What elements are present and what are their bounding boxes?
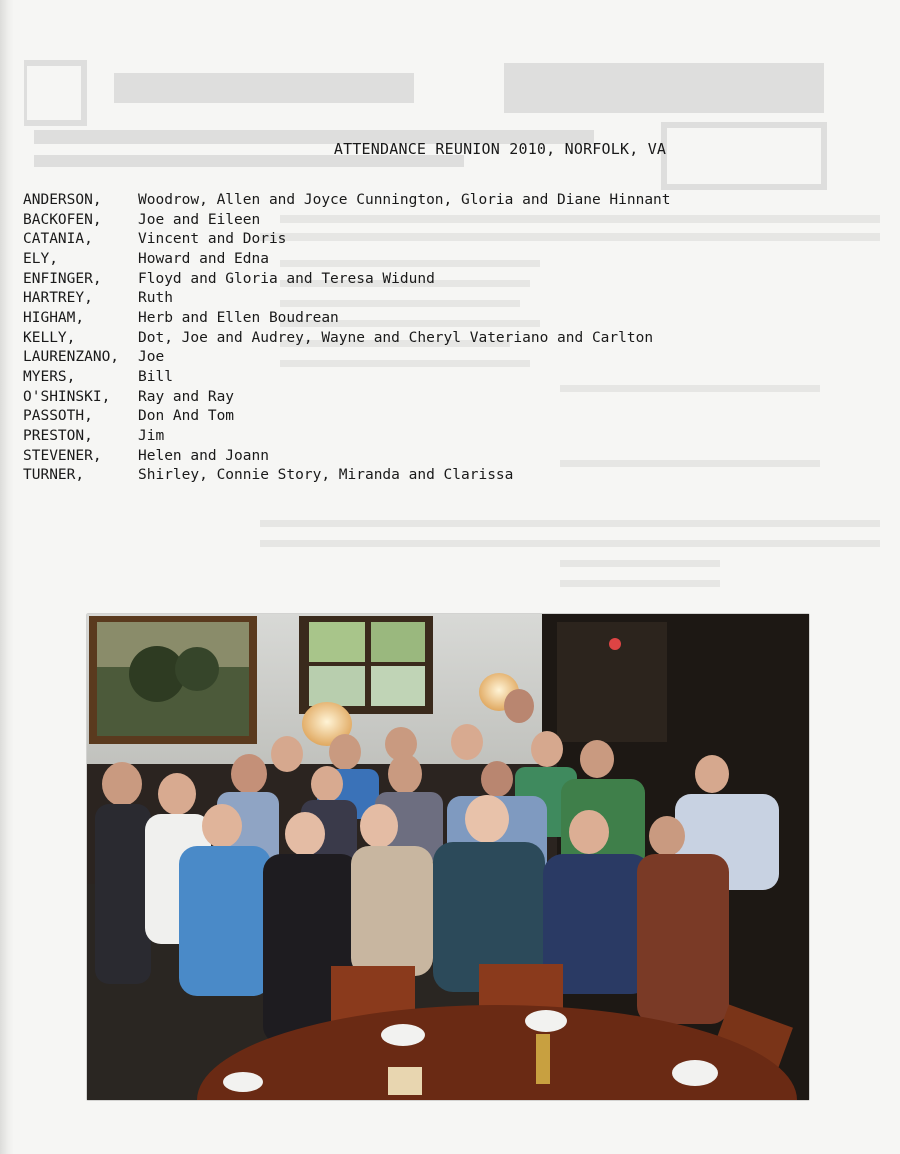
bleed-through-masthead — [24, 55, 834, 195]
attendee-row — [23, 407, 783, 427]
page-binding-edge — [0, 0, 14, 1154]
attendee-surname: LAURENZANO, — [23, 349, 120, 366]
attendee-names: Floyd and Gloria and Teresa Widund — [138, 270, 435, 287]
attendee-row — [23, 328, 783, 348]
attendee-surname: BACKOFEN, — [23, 211, 102, 228]
attendee-row — [23, 466, 783, 486]
attendee-names: Bill — [138, 369, 173, 386]
group-photo-illustration — [87, 614, 809, 1100]
attendee-surname: KELLY, — [23, 329, 76, 346]
document-title: ATTENDANCE REUNION 2010, NORFOLK, VA — [333, 140, 667, 158]
attendee-surname: O'SHINSKI, — [23, 388, 111, 405]
attendee-surname: TURNER, — [23, 467, 85, 484]
attendee-row — [23, 387, 783, 407]
attendee-surname: PRESTON, — [23, 428, 93, 445]
attendee-surname: ENFINGER, — [23, 270, 102, 287]
attendee-names: Don And Tom — [138, 408, 235, 425]
attendee-row — [23, 426, 783, 446]
attendee-surname: CATANIA, — [23, 231, 93, 248]
attendee-row — [23, 348, 783, 368]
attendee-surname: STEVENER, — [23, 447, 102, 464]
attendee-names: Dot, Joe and Audrey, Wayne and Cheryl Vateriano and Carlton — [138, 329, 654, 346]
attendee-row — [23, 367, 783, 387]
attendee-names: Ray and Ray — [138, 388, 235, 405]
attendee-surname: ELY, — [23, 250, 58, 267]
attendee-row — [23, 446, 783, 466]
attendee-names: Ruth — [138, 290, 173, 307]
group-photo — [87, 614, 809, 1100]
attendee-row — [23, 308, 783, 328]
attendee-surname: HARTREY, — [23, 290, 93, 307]
attendee-row — [23, 288, 783, 308]
attendee-row — [23, 190, 783, 210]
attendee-surname: ANDERSON, — [23, 191, 102, 208]
attendee-names: Joe and Eileen — [138, 211, 261, 228]
attendee-names: Herb and Ellen Boudrean — [138, 309, 339, 326]
attendee-row — [23, 229, 783, 249]
attendee-names: Jim — [138, 428, 165, 445]
attendee-names: Woodrow, Allen and Joyce Cunnington, Gloria and Diane Hinnant — [138, 191, 671, 208]
attendee-row — [23, 210, 783, 230]
attendee-surname: MYERS, — [23, 369, 76, 386]
attendee-names: Joe — [138, 349, 165, 366]
attendee-names: Shirley, Connie Story, Miranda and Clarissa — [138, 467, 514, 484]
attendee-surname: PASSOTH, — [23, 408, 93, 425]
attendee-names: Helen and Joann — [138, 447, 269, 464]
attendee-names: Howard and Edna — [138, 250, 269, 267]
attendee-row — [23, 269, 783, 289]
attendance-list — [23, 190, 783, 485]
attendee-surname: HIGHAM, — [23, 309, 85, 326]
attendee-names: Vincent and Doris — [138, 231, 287, 248]
attendee-row — [23, 249, 783, 269]
